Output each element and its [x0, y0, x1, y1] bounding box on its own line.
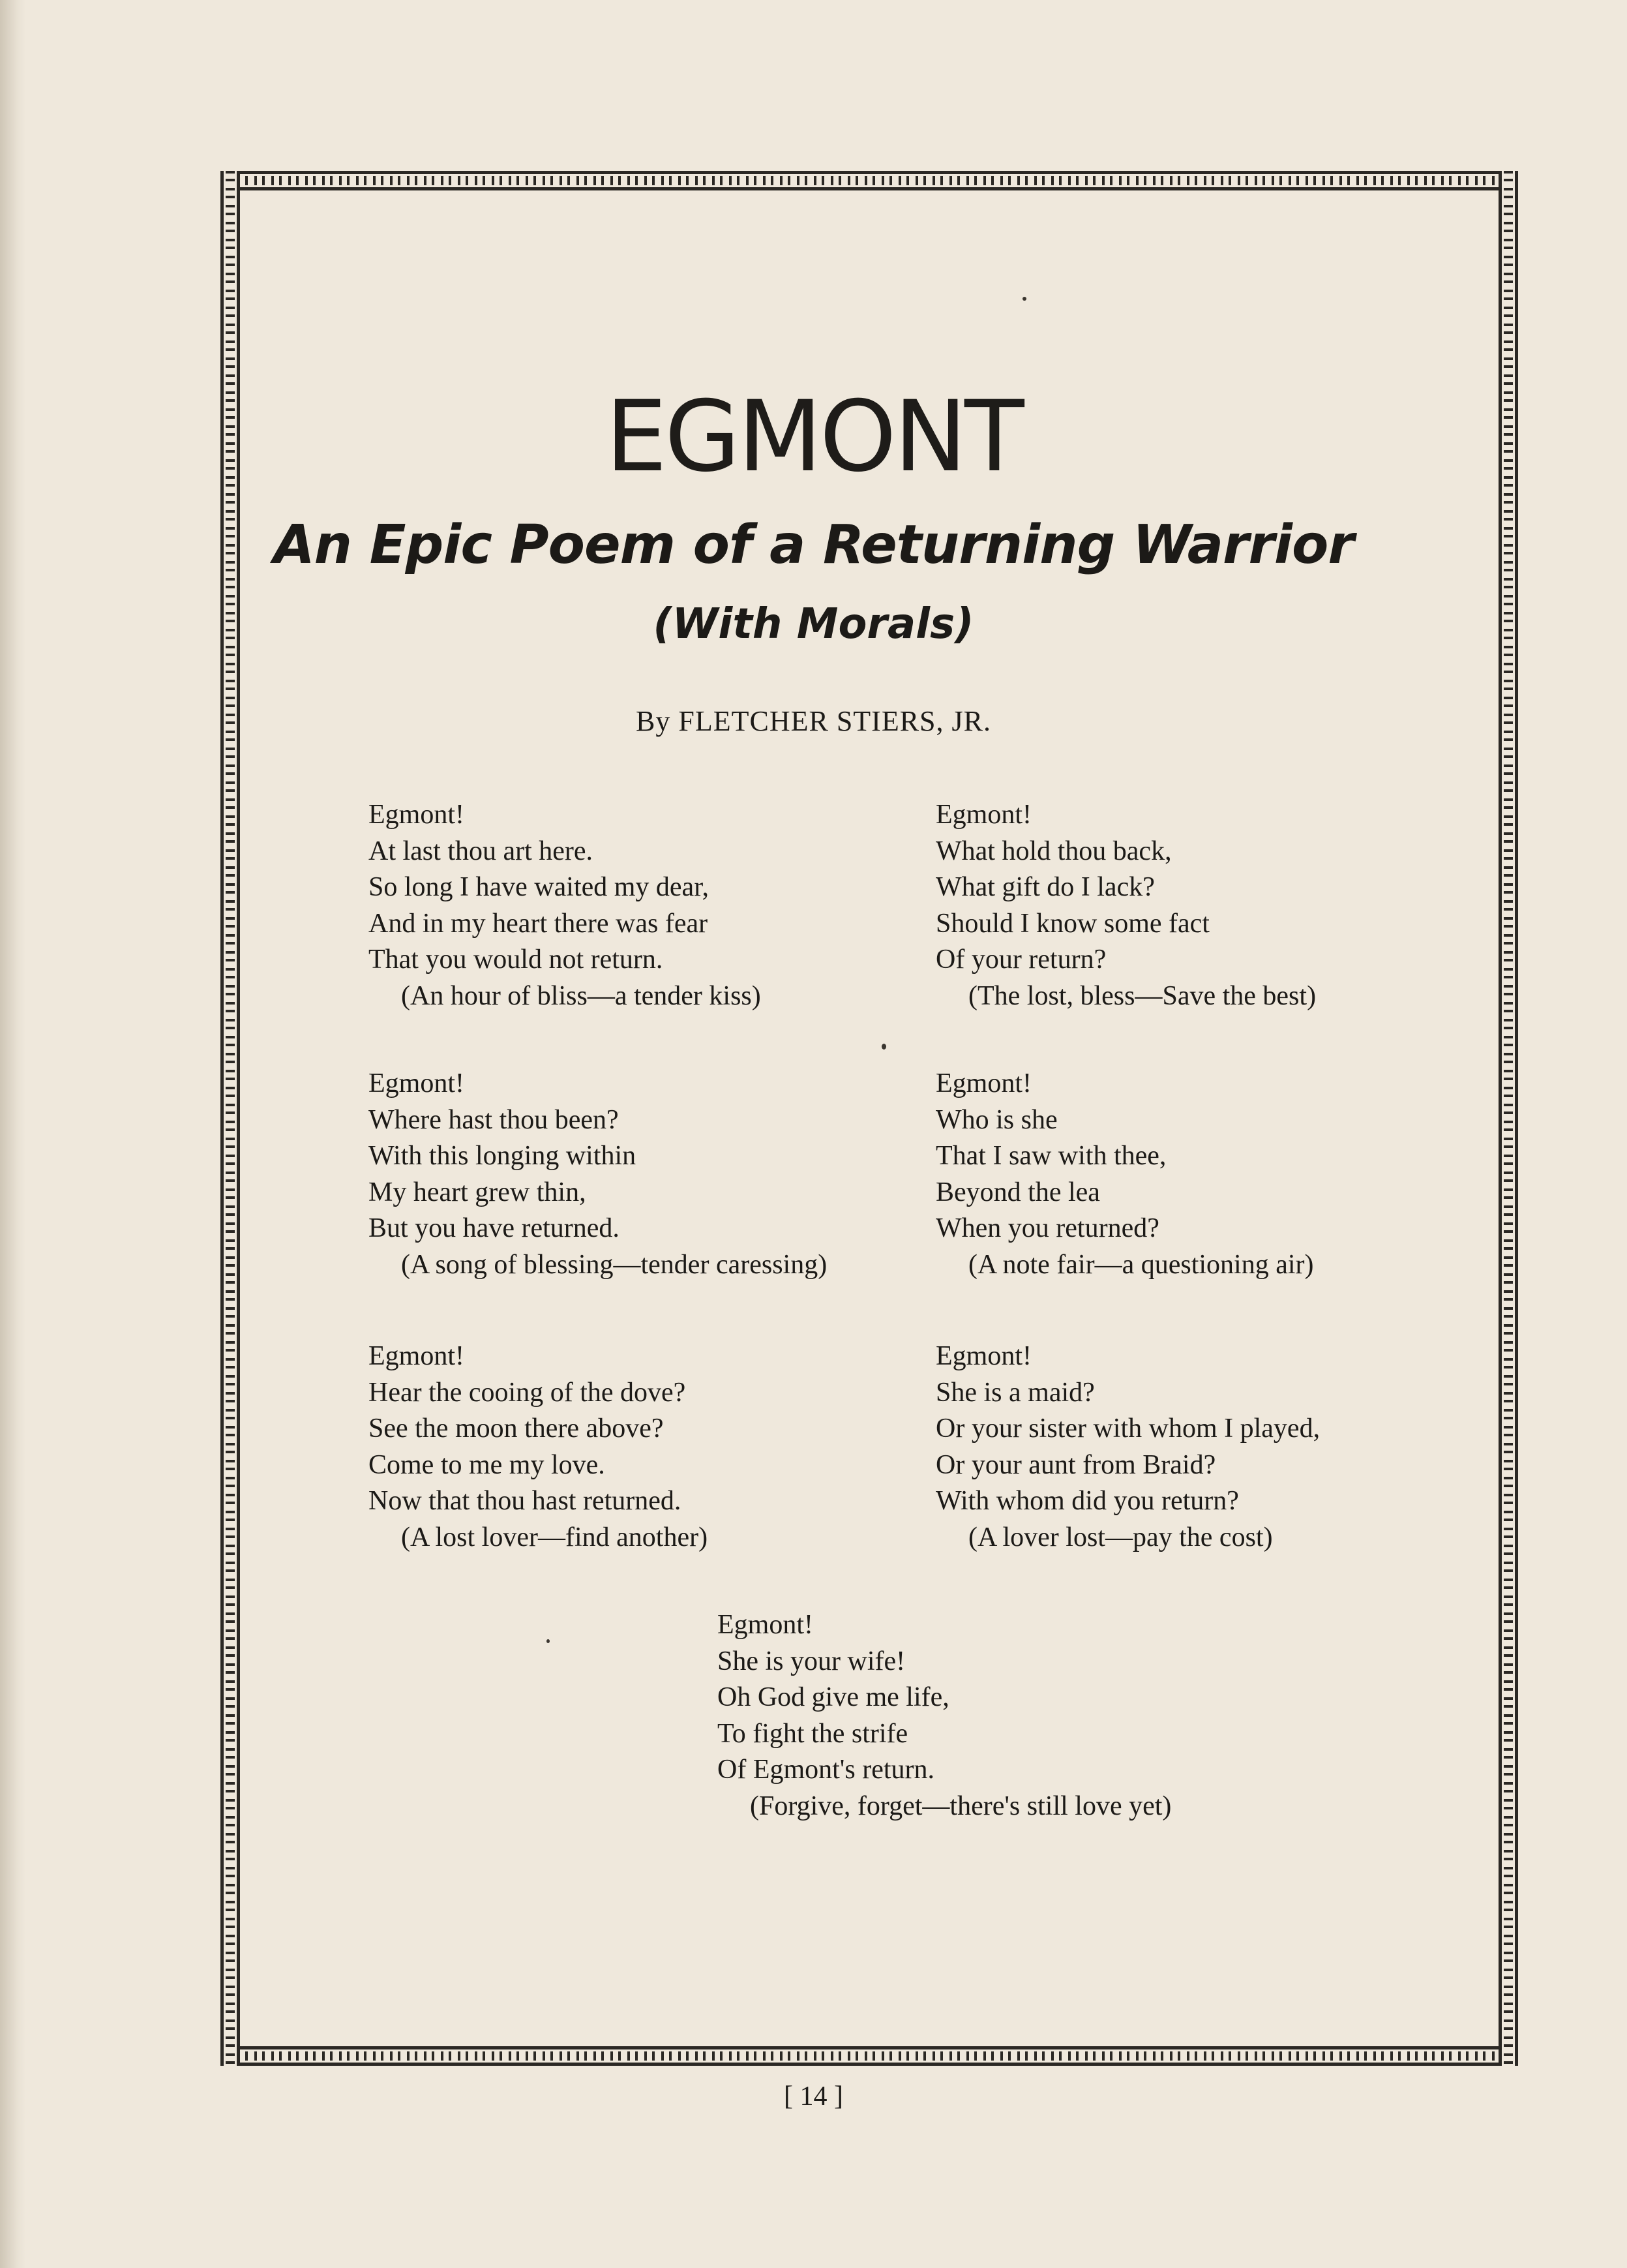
stanza-moral: (A note fair—a questioning air): [968, 1249, 1314, 1280]
stanza-line: With whom did you return?: [936, 1486, 1239, 1516]
stanza-line: See the moon there above?: [368, 1414, 664, 1444]
stanza-3: [368, 1066, 827, 1283]
stanza-moral: (A lost lover—find another): [401, 1522, 708, 1552]
stanza-line: Oh God give me life,: [717, 1682, 949, 1712]
stanza-line: But you have returned.: [368, 1213, 619, 1243]
stanza-line: Egmont!: [936, 800, 1032, 830]
stanza-line: Of Egmont's return.: [717, 1755, 935, 1785]
stanza-line: Of your return?: [936, 945, 1107, 975]
stanza-moral: (Forgive, forget—there's still love yet): [750, 1791, 1172, 1821]
stanza-line: Or your sister with whom I played,: [936, 1414, 1321, 1444]
page-number: [ 14 ]: [784, 2081, 843, 2111]
subtitle-note: (With Morals): [653, 600, 974, 648]
stanza-line: Egmont!: [368, 1068, 464, 1098]
poem-subtitle: An Epic Poem of a Returning Warrior: [273, 514, 1354, 576]
ink-speck: [882, 1044, 886, 1050]
stanza-line: Egmont!: [936, 1068, 1032, 1098]
stanza-line: Come to me my love.: [368, 1449, 605, 1480]
stanza-line: Egmont!: [368, 1341, 464, 1371]
stanza-moral: (A lover lost—pay the cost): [968, 1522, 1273, 1552]
page-binding-shadow: [0, 0, 26, 2268]
stanza-line: Where hast thou been?: [368, 1104, 619, 1135]
stanza-7: [717, 1607, 1171, 1824]
stanza-line: At last thou art here.: [368, 836, 593, 866]
stanza-line: Egmont!: [368, 800, 464, 830]
stanza-line: She is a maid?: [936, 1377, 1095, 1408]
stanza-line: When you returned?: [936, 1213, 1159, 1243]
stanza-line: Egmont!: [936, 1341, 1032, 1371]
stanza-line: Now that thou hast returned.: [368, 1486, 681, 1516]
stanza-line: Or your aunt from Braid?: [936, 1449, 1216, 1480]
stanza-line: That I saw with thee,: [936, 1141, 1167, 1171]
stanza-line: She is your wife!: [717, 1646, 906, 1676]
stanza-line: Beyond the lea: [936, 1177, 1100, 1207]
stanza-moral: (The lost, bless—Save the best): [968, 980, 1317, 1011]
stanza-line: That you would not return.: [368, 945, 663, 975]
stanza-moral: (A song of blessing—tender caressing): [401, 1249, 828, 1280]
stanza-2: [936, 797, 1316, 1014]
stanza-line: Hear the cooing of the dove?: [368, 1377, 686, 1408]
stanza-1: [368, 797, 761, 1014]
border-top: [220, 171, 1518, 190]
stanza-5: [368, 1338, 708, 1556]
stanza-line: Who is she: [936, 1104, 1058, 1135]
border-bottom: [220, 2046, 1518, 2066]
ink-speck: [546, 1639, 550, 1643]
stanza-4: [936, 1066, 1314, 1283]
stanza-line: My heart grew thin,: [368, 1177, 586, 1207]
stanza-line: To fight the strife: [717, 1718, 908, 1749]
stanza-6: [936, 1338, 1320, 1556]
stanza-line: So long I have waited my dear,: [368, 872, 709, 902]
stanza-line: What hold thou back,: [936, 836, 1172, 866]
stanza-line: What gift do I lack?: [936, 872, 1155, 902]
poem-title: EGMONT: [605, 380, 1022, 494]
ink-speck: [1022, 297, 1026, 301]
author-byline: By FLETCHER STIERS, JR.: [636, 705, 991, 737]
stanza-line: Egmont!: [717, 1610, 813, 1640]
stanza-line: Should I know some fact: [936, 908, 1210, 939]
stanza-moral: (An hour of bliss—a tender kiss): [401, 980, 761, 1011]
stanza-line: With this longing within: [368, 1141, 636, 1171]
stanza-line: And in my heart there was fear: [368, 908, 708, 939]
